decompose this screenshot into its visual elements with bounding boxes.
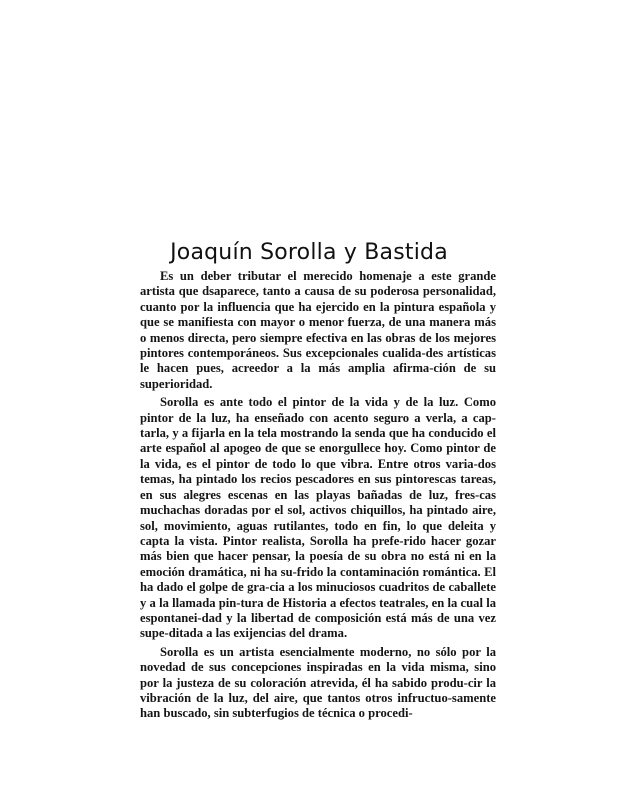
paragraph-2: Sorolla es ante todo el pintor de la vida y de la luz. Como pintor de la luz, ha enseñado con acento seguro a verla, a cap-tarla, y a fijarla en la tela mostrando la senda que ha conducido el arte español al apogeo de que se enorgullece hoy. Como pintor de la vida, es el pintor de todo lo que vibra. Entre otros varia-dos temas, ha pintado los recios pescadores en sus pintorescas tareas, en sus alegres escenas en las playas bañadas de luz, fres-cas muchachas doradas por el sol, activos chiquillos, ha pintado aire, sol, movimiento, aguas rutilantes, todo en fin, lo que deleita y capta la vista. Pintor realista, Sorolla ha prefe-rido hacer gozar más bien que hacer pensar, la poesía de su obra no está ni en la emoción dramática, ni ha su-frido la contaminación romántica. El ha dado el golpe de gra-cia a los minuciosos cuadritos de caballete y a la llamada pin-tura de Historia a efectos teatrales, en la cual la espontanei-dad y la libertad de composición está más de una vez supe-ditada a las exijencias del drama. bbox=[140, 395, 496, 641]
article-title: Joaquín Sorolla y Bastida bbox=[170, 240, 448, 265]
paragraph-1: Es un deber tributar el merecido homenaje a este grande artista que dsaparece, tanto a causa de su poderosa personalidad, cuanto por la influencia que ha ejercido en la pintura española y que se manifiesta con mayor o menor fuerza, de una manera más o menos directa, pero siempre efectiva en las obras de los mejores pintores contemporáneos. Sus excepcionales cualida-des artísticas le hacen pues, acreedor a la más amplia afirma-ción de su superioridad. bbox=[140, 269, 496, 391]
article-body bbox=[140, 269, 496, 725]
paragraph-3: Sorolla es un artista esencialmente moderno, no sólo por la novedad de sus concepciones inspiradas en la vida misma, sino por la justeza de su coloración atrevida, él ha sabido produ-cir la vibración de la luz, del aire, que tantos otros infructuo-samente han buscado, sin subterfugios de técnica o procedi- bbox=[140, 644, 496, 721]
